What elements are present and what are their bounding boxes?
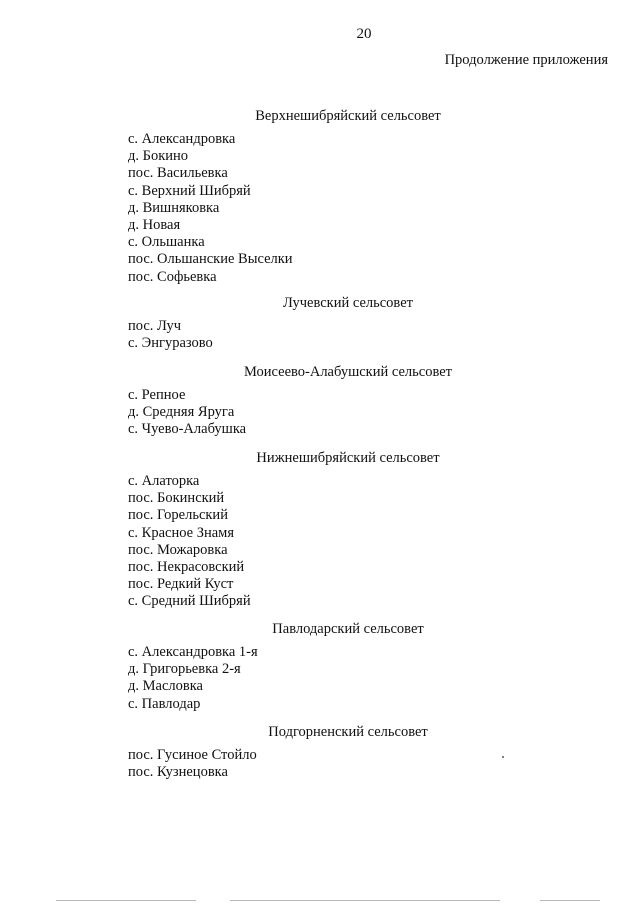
page-number: 20 xyxy=(356,26,372,42)
settlement-list xyxy=(128,473,548,611)
list-item: с. Верхний Шибряй xyxy=(128,182,251,199)
section-title: Верхнешибряйский сельсовет xyxy=(255,108,441,124)
list-item: пос. Софьевка xyxy=(128,268,217,285)
list-item: д. Бокино xyxy=(128,148,189,165)
list-item: пос. Кузнецовка xyxy=(128,764,228,781)
list-item: пос. Васильевка xyxy=(128,165,228,182)
list-item: с. Репное xyxy=(128,387,186,403)
section-verkhneshibryaysky xyxy=(128,108,548,286)
section-title: Лучевский сельсовет xyxy=(283,295,413,311)
scan-edge-line xyxy=(56,900,196,901)
list-item: с. Павлодар xyxy=(128,695,201,712)
list-item: д. Новая xyxy=(128,217,181,234)
list-item: с. Средний Шибряй xyxy=(128,593,251,610)
list-item: с. Чуево-Алабушка xyxy=(128,421,247,438)
section-title: Подгорненский сельсовет xyxy=(268,724,428,740)
list-item: с. Александровка 1-я xyxy=(128,644,258,660)
list-item: пос. Бокинский xyxy=(128,490,225,507)
scan-edge-line xyxy=(540,900,600,901)
scan-speck xyxy=(502,756,504,758)
scan-edge-line xyxy=(230,900,500,901)
list-item: пос. Редкий Куст xyxy=(128,576,234,593)
list-item: д. Григорьевка 2-я xyxy=(128,661,241,678)
continuation-label: Продолжение приложения xyxy=(444,52,608,68)
list-item: с. Алаторка xyxy=(128,473,200,489)
list-item: с. Красное Знамя xyxy=(128,524,235,541)
settlement-list xyxy=(128,131,548,286)
section-pavlodarsky xyxy=(128,621,548,713)
list-item: д. Масловка xyxy=(128,678,203,695)
section-nizhneshibryaysky xyxy=(128,450,548,611)
settlement-list xyxy=(128,387,548,439)
list-item: с. Александровка xyxy=(128,131,236,147)
list-item: пос. Некрасовский xyxy=(128,559,245,576)
settlement-list xyxy=(128,747,548,781)
settlement-list xyxy=(128,318,548,352)
list-item: с. Энгуразово xyxy=(128,335,213,352)
section-title: Нижнешибряйский сельсовет xyxy=(256,450,440,466)
section-moiseevo-alabushsky xyxy=(128,364,548,439)
list-item: д. Вишняковка xyxy=(128,199,220,216)
section-podgornensky xyxy=(128,724,548,781)
list-item: с. Ольшанка xyxy=(128,234,205,251)
list-item: пос. Горельский xyxy=(128,507,228,524)
list-item: пос. Можаровка xyxy=(128,541,228,558)
section-luchevsky xyxy=(128,295,548,352)
list-item: пос. Гусиное Стойло xyxy=(128,747,257,763)
section-title: Павлодарский сельсовет xyxy=(272,621,424,637)
list-item: пос. Ольшанские Выселки xyxy=(128,251,293,268)
settlement-list xyxy=(128,644,548,713)
list-item: д. Средняя Яруга xyxy=(128,404,235,421)
list-item: пос. Луч xyxy=(128,318,182,334)
section-title: Моисеево-Алабушский сельсовет xyxy=(244,364,452,380)
